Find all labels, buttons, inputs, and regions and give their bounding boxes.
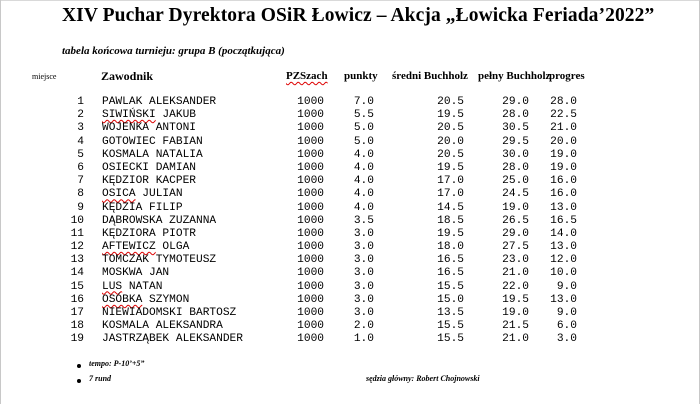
table-row <box>0 188 700 201</box>
progres-cell: 19.0 <box>550 148 577 161</box>
pelny-buchholz-cell: 29.0 <box>502 227 529 240</box>
rank-cell: 1 <box>77 96 84 108</box>
points-cell: 5.0 <box>353 122 374 135</box>
footer-rundy: 7 rund <box>89 374 112 383</box>
pelny-buchholz-cell: 29.0 <box>502 96 529 108</box>
sredni-buchholz-cell: 19.5 <box>437 109 464 122</box>
header-miejsce: miejsce <box>32 72 57 81</box>
points-cell: 4.0 <box>353 161 374 174</box>
pzszach-cell: 1000 <box>297 241 324 254</box>
table-row <box>0 333 700 346</box>
table-row <box>0 122 700 135</box>
table-row <box>0 254 700 267</box>
points-cell: 3.0 <box>353 280 374 293</box>
header-punkty: punkty <box>344 70 378 82</box>
player-name-cell: LUS NATAN <box>102 280 163 293</box>
table-row <box>0 162 700 175</box>
sredni-buchholz-cell: 19.5 <box>437 161 464 174</box>
header-sredni-buchholz <box>392 70 468 82</box>
page-top-edge <box>0 0 700 1</box>
progres-cell: 28.0 <box>550 96 577 108</box>
player-name-cell: JASTRZĄBEK ALEKSANDER <box>102 333 243 346</box>
points-cell: 5.5 <box>353 109 374 122</box>
sredni-buchholz-cell: 20.0 <box>437 135 464 148</box>
player-name-cell: NIEWIADOMSKI BARTOSZ <box>102 307 237 319</box>
rank-cell: 13 <box>70 254 84 267</box>
rank-cell: 18 <box>70 320 84 333</box>
pelny-buchholz-cell: 19.0 <box>502 201 529 214</box>
rank-cell: 16 <box>70 293 84 306</box>
table-row <box>0 281 700 294</box>
table-row <box>0 294 700 307</box>
table-row <box>0 267 700 280</box>
rank-cell: 12 <box>70 241 84 254</box>
pzszach-cell: 1000 <box>297 201 324 214</box>
pzszach-cell: 1000 <box>297 148 324 161</box>
points-cell: 3.0 <box>353 241 374 254</box>
progres-cell: 19.0 <box>550 161 577 174</box>
pzszach-cell: 1000 <box>297 280 324 293</box>
pelny-buchholz-cell: 21.0 <box>502 267 529 280</box>
player-name-cell: MOSKWA JAN <box>102 267 170 280</box>
header-zawodnik: Zawodnik <box>101 69 154 83</box>
points-cell: 5.0 <box>353 135 374 148</box>
points-cell: 3.0 <box>353 307 374 319</box>
points-cell: 3.5 <box>353 214 374 227</box>
rank-cell: 19 <box>70 333 84 346</box>
player-name-cell: SIWIŃSKI JAKUB <box>102 109 197 122</box>
sredni-buchholz-cell: 15.0 <box>437 293 464 306</box>
points-cell: 2.0 <box>353 320 374 333</box>
progres-cell: 14.0 <box>550 227 577 240</box>
progres-cell: 16.5 <box>550 214 577 227</box>
player-name-cell: PAWLAK ALEKSANDER <box>102 96 217 108</box>
player-name-cell: GOTOWIEC FABIAN <box>102 135 203 148</box>
sredni-buchholz-cell: 14.5 <box>437 201 464 214</box>
sredni-buchholz-cell: 20.5 <box>437 96 464 108</box>
pelny-buchholz-cell: 21.5 <box>502 320 529 333</box>
table-row <box>0 202 700 215</box>
results-table <box>0 96 700 347</box>
header-pelny-buchholz: pełny Buchholz <box>478 70 551 82</box>
points-cell: 3.0 <box>353 293 374 306</box>
rank-cell: 5 <box>77 148 84 161</box>
pzszach-cell: 1000 <box>297 307 324 319</box>
rank-cell: 17 <box>70 307 84 319</box>
table-row <box>0 109 700 122</box>
pelny-buchholz-cell: 25.0 <box>502 175 529 188</box>
progres-cell: 6.0 <box>556 320 577 333</box>
pzszach-cell: 1000 <box>297 293 324 306</box>
progres-cell: 21.0 <box>550 122 577 135</box>
pzszach-cell: 1000 <box>297 333 324 346</box>
bullet-icon <box>77 364 81 368</box>
rank-cell: 4 <box>77 135 84 148</box>
sredni-buchholz-cell: 15.5 <box>437 333 464 346</box>
pzszach-cell: 1000 <box>297 214 324 227</box>
pzszach-cell: 1000 <box>297 161 324 174</box>
player-name-cell: KOSMALA ALEKSANDRA <box>102 320 223 333</box>
sredni-buchholz-cell: 18.5 <box>437 214 464 227</box>
pzszach-cell: 1000 <box>297 175 324 188</box>
table-row <box>0 241 700 254</box>
footer-sedzia: sędzia główny: Robert Chojnowski <box>366 374 480 383</box>
progres-cell: 13.0 <box>550 241 577 254</box>
points-cell: 4.0 <box>353 201 374 214</box>
player-name-cell: DĄBROWSKA ZUZANNA <box>102 214 217 227</box>
rank-cell: 15 <box>70 280 84 293</box>
sredni-buchholz-cell: 13.5 <box>437 307 464 319</box>
table-row <box>0 149 700 162</box>
rank-cell: 14 <box>70 267 84 280</box>
sredni-buchholz-cell: 15.5 <box>437 280 464 293</box>
pzszach-cell: 1000 <box>297 188 324 201</box>
rank-cell: 9 <box>77 201 84 214</box>
progres-cell: 13.0 <box>550 293 577 306</box>
progres-cell: 13.0 <box>550 201 577 214</box>
pelny-buchholz-cell: 21.0 <box>502 333 529 346</box>
rank-cell: 2 <box>77 109 84 122</box>
pelny-buchholz-cell: 28.0 <box>502 161 529 174</box>
header-pzszach: PZSzach <box>286 70 328 82</box>
pelny-buchholz-cell: 30.5 <box>502 122 529 135</box>
table-row <box>0 307 700 320</box>
sredni-buchholz-cell: 20.5 <box>437 122 464 135</box>
points-cell: 1.0 <box>353 333 374 346</box>
footer-tempo: tempo: P-10’+5” <box>89 359 145 368</box>
pelny-buchholz-cell: 30.0 <box>502 148 529 161</box>
header-sredni-buchholz-label: średni Buchholz <box>392 70 468 82</box>
pzszach-cell: 1000 <box>297 122 324 135</box>
rank-cell: 6 <box>77 161 84 174</box>
pzszach-cell: 1000 <box>297 227 324 240</box>
player-name-cell: OSIECKI DAMIAN <box>102 161 196 174</box>
player-name-cell: KOSMALA NATALIA <box>102 148 203 161</box>
sredni-buchholz-cell: 16.5 <box>437 267 464 280</box>
pzszach-cell: 1000 <box>297 96 324 108</box>
progres-cell: 9.0 <box>556 307 577 319</box>
bullet-icon <box>77 379 81 383</box>
pzszach-cell: 1000 <box>297 109 324 122</box>
points-cell: 4.0 <box>353 175 374 188</box>
progres-cell: 16.0 <box>550 175 577 188</box>
player-name-cell: KĘDZIA FILIP <box>102 201 183 214</box>
rank-cell: 3 <box>77 122 84 135</box>
progres-cell: 20.0 <box>550 135 577 148</box>
progres-cell: 12.0 <box>550 254 577 267</box>
table-row <box>0 175 700 188</box>
sredni-buchholz-cell: 16.5 <box>437 254 464 267</box>
pzszach-cell: 1000 <box>297 267 324 280</box>
player-name-cell: KĘDZIORA PIOTR <box>102 227 196 240</box>
progres-cell: 9.0 <box>556 280 577 293</box>
pelny-buchholz-cell: 19.5 <box>502 293 529 306</box>
pelny-buchholz-cell: 27.5 <box>502 241 529 254</box>
sredni-buchholz-cell: 20.5 <box>437 148 464 161</box>
rank-cell: 8 <box>77 188 84 201</box>
player-name-cell: OSICA JULIAN <box>102 188 183 201</box>
progres-cell: 3.0 <box>556 333 577 346</box>
page-title: XIV Puchar Dyrektora OSiR Łowicz – Akcja „Łowicka Feriada’2022” <box>62 5 655 26</box>
table-row <box>0 215 700 228</box>
rank-cell: 7 <box>77 175 84 188</box>
pzszach-cell: 1000 <box>297 320 324 333</box>
progres-cell: 22.5 <box>550 109 577 122</box>
header-progres: progres <box>549 70 585 82</box>
pelny-buchholz-cell: 22.0 <box>502 280 529 293</box>
rank-cell: 11 <box>70 227 84 240</box>
table-subtitle: tabela końcowa turnieju: grupa B (początkująca) <box>62 45 285 57</box>
pelny-buchholz-cell: 28.0 <box>502 109 529 122</box>
points-cell: 4.0 <box>353 148 374 161</box>
points-cell: 4.0 <box>353 188 374 201</box>
sredni-buchholz-cell: 15.5 <box>437 320 464 333</box>
player-name-cell: WOJENKA ANTONI <box>102 122 196 135</box>
player-name-cell: KĘDZIOR KACPER <box>102 175 196 188</box>
pelny-buchholz-cell: 19.0 <box>502 307 529 319</box>
player-name-cell: TOMCZAK TYMOTEUSZ <box>102 254 217 267</box>
progres-cell: 10.0 <box>550 267 577 280</box>
sredni-buchholz-cell: 18.0 <box>437 241 464 254</box>
table-row <box>0 96 700 109</box>
pelny-buchholz-cell: 29.5 <box>502 135 529 148</box>
sredni-buchholz-cell: 17.0 <box>437 188 464 201</box>
points-cell: 3.0 <box>353 254 374 267</box>
rank-cell: 10 <box>70 214 84 227</box>
player-name-cell: AFTEWICZ OLGA <box>102 241 190 254</box>
pelny-buchholz-cell: 23.0 <box>502 254 529 267</box>
table-row <box>0 136 700 149</box>
table-row <box>0 228 700 241</box>
pelny-buchholz-cell: 24.5 <box>502 188 529 201</box>
pzszach-cell: 1000 <box>297 254 324 267</box>
table-row <box>0 320 700 333</box>
points-cell: 7.0 <box>353 96 374 108</box>
pelny-buchholz-cell: 26.5 <box>502 214 529 227</box>
points-cell: 3.0 <box>353 267 374 280</box>
sredni-buchholz-cell: 17.0 <box>437 175 464 188</box>
pzszach-cell: 1000 <box>297 135 324 148</box>
progres-cell: 16.0 <box>550 188 577 201</box>
player-name-cell: OSÓBKA SZYMON <box>102 293 190 306</box>
sredni-buchholz-cell: 19.5 <box>437 227 464 240</box>
points-cell: 3.0 <box>353 227 374 240</box>
